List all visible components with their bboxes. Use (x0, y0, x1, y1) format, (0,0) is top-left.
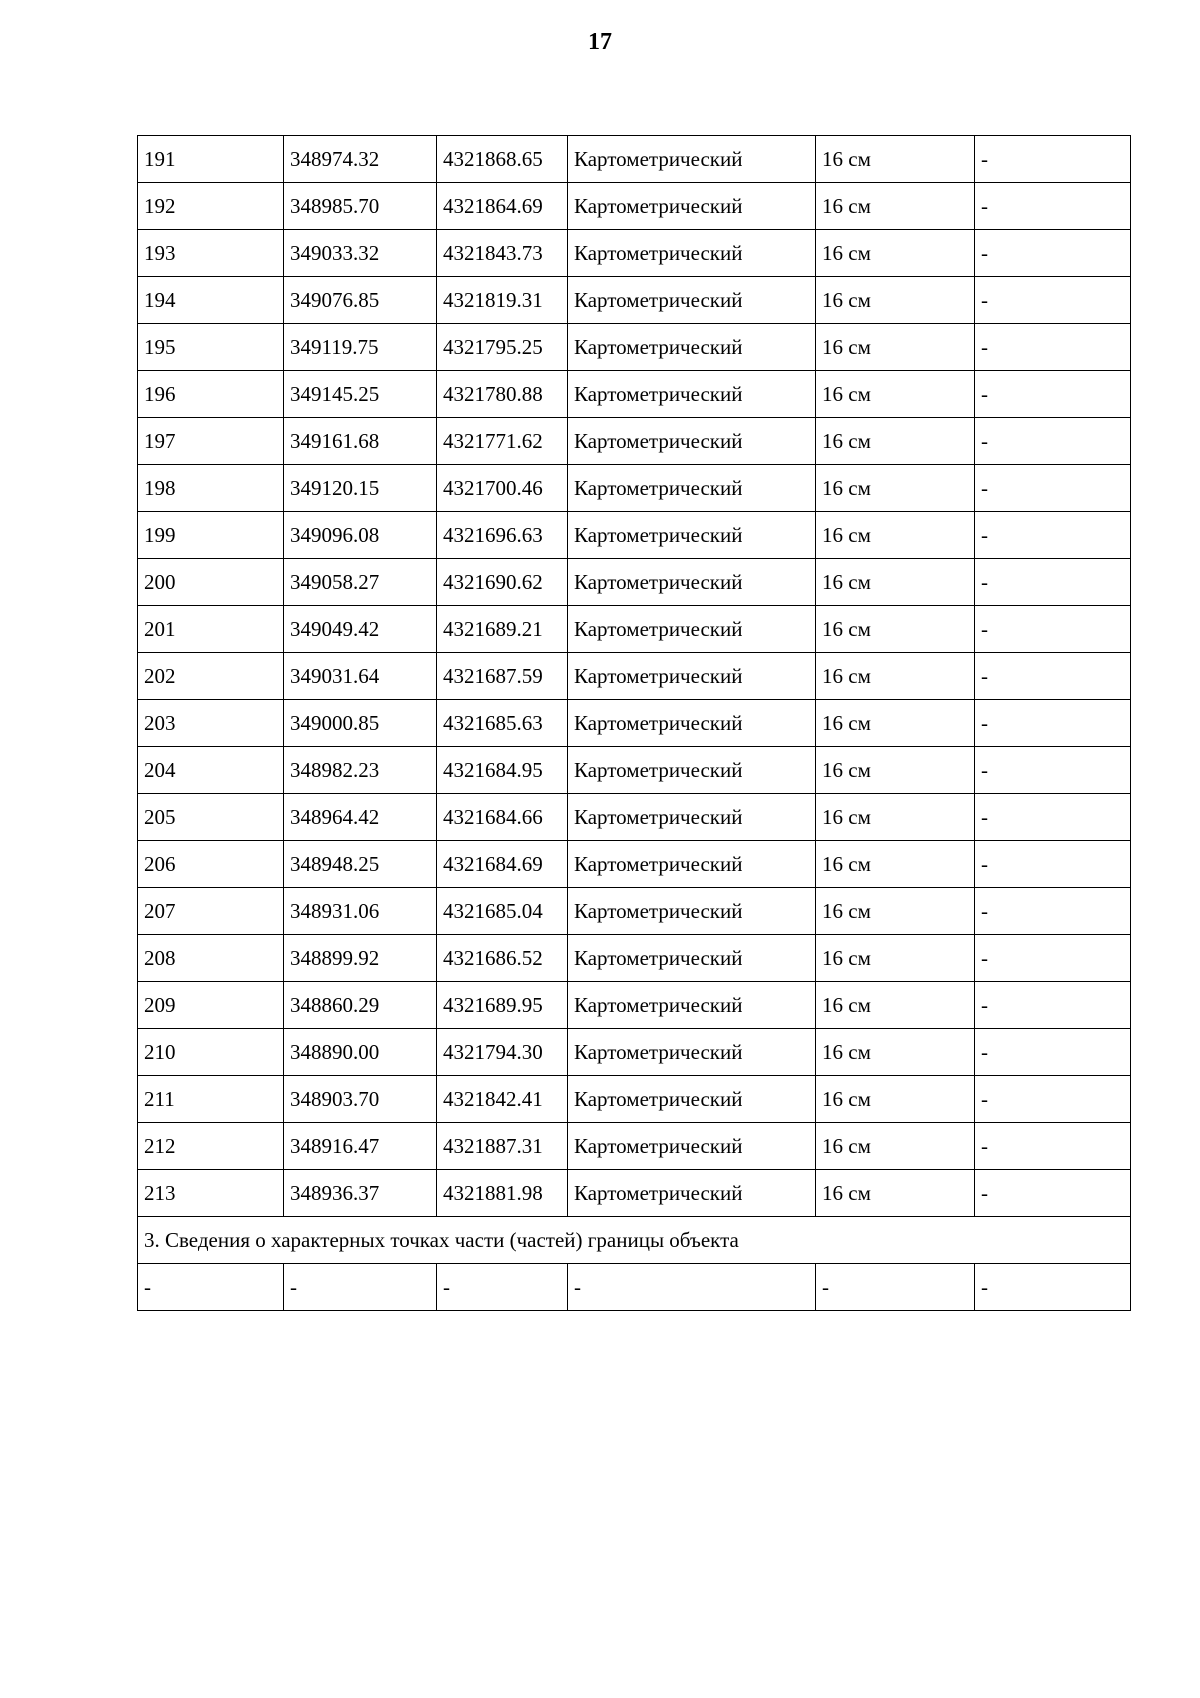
y-coordinate-cell: 4321685.63 (437, 700, 568, 747)
description-cell: - (975, 183, 1131, 230)
accuracy-cell: 16 см (816, 794, 975, 841)
point-number-cell: 209 (138, 982, 284, 1029)
accuracy-cell: 16 см (816, 935, 975, 982)
y-coordinate-cell: 4321868.65 (437, 136, 568, 183)
description-cell: - (975, 230, 1131, 277)
accuracy-cell: 16 см (816, 136, 975, 183)
table-row (138, 888, 1131, 935)
accuracy-cell: 16 см (816, 888, 975, 935)
description-cell: - (975, 1029, 1131, 1076)
point-number-cell: 213 (138, 1170, 284, 1217)
table-row (138, 1076, 1131, 1123)
description-cell: - (975, 794, 1131, 841)
y-coordinate-cell: 4321684.69 (437, 841, 568, 888)
empty-cell: - (138, 1264, 284, 1311)
point-number-cell: 211 (138, 1076, 284, 1123)
accuracy-cell: 16 см (816, 512, 975, 559)
y-coordinate-cell: 4321780.88 (437, 371, 568, 418)
y-coordinate-cell: 4321684.66 (437, 794, 568, 841)
table-row (138, 747, 1131, 794)
method-cell: Картометрический (568, 888, 816, 935)
x-coordinate-cell: 348964.42 (284, 794, 437, 841)
x-coordinate-cell: 349076.85 (284, 277, 437, 324)
accuracy-cell: 16 см (816, 324, 975, 371)
page-number: 17 (588, 29, 612, 55)
point-number-cell: 205 (138, 794, 284, 841)
y-coordinate-cell: 4321819.31 (437, 277, 568, 324)
x-coordinate-cell: 348916.47 (284, 1123, 437, 1170)
accuracy-cell: 16 см (816, 841, 975, 888)
empty-cell: - (437, 1264, 568, 1311)
table-row (138, 324, 1131, 371)
table-row (138, 183, 1131, 230)
table-row (138, 1123, 1131, 1170)
method-cell: Картометрический (568, 183, 816, 230)
accuracy-cell: 16 см (816, 183, 975, 230)
point-number-cell: 197 (138, 418, 284, 465)
method-cell: Картометрический (568, 465, 816, 512)
method-cell: Картометрический (568, 1170, 816, 1217)
x-coordinate-cell: 349033.32 (284, 230, 437, 277)
method-cell: Картометрический (568, 136, 816, 183)
method-cell: Картометрический (568, 606, 816, 653)
method-cell: Картометрический (568, 1123, 816, 1170)
x-coordinate-cell: 349161.68 (284, 418, 437, 465)
method-cell: Картометрический (568, 559, 816, 606)
accuracy-cell: 16 см (816, 982, 975, 1029)
x-coordinate-cell: 349145.25 (284, 371, 437, 418)
accuracy-cell: 16 см (816, 371, 975, 418)
point-number-cell: 199 (138, 512, 284, 559)
method-cell: Картометрический (568, 1029, 816, 1076)
table-row (138, 653, 1131, 700)
y-coordinate-cell: 4321685.04 (437, 888, 568, 935)
method-cell: Картометрический (568, 230, 816, 277)
point-number-cell: 201 (138, 606, 284, 653)
point-number-cell: 204 (138, 747, 284, 794)
description-cell: - (975, 1170, 1131, 1217)
x-coordinate-cell: 348985.70 (284, 183, 437, 230)
empty-cell: - (816, 1264, 975, 1311)
point-number-cell: 196 (138, 371, 284, 418)
point-number-cell: 208 (138, 935, 284, 982)
point-number-cell: 193 (138, 230, 284, 277)
point-number-cell: 194 (138, 277, 284, 324)
description-cell: - (975, 700, 1131, 747)
y-coordinate-cell: 4321843.73 (437, 230, 568, 277)
method-cell: Картометрический (568, 794, 816, 841)
method-cell: Картометрический (568, 700, 816, 747)
description-cell: - (975, 935, 1131, 982)
y-coordinate-cell: 4321689.21 (437, 606, 568, 653)
description-cell: - (975, 136, 1131, 183)
point-number-cell: 210 (138, 1029, 284, 1076)
y-coordinate-cell: 4321864.69 (437, 183, 568, 230)
y-coordinate-cell: 4321689.95 (437, 982, 568, 1029)
point-number-cell: 191 (138, 136, 284, 183)
accuracy-cell: 16 см (816, 277, 975, 324)
point-number-cell: 212 (138, 1123, 284, 1170)
table-row (138, 1170, 1131, 1217)
y-coordinate-cell: 4321686.52 (437, 935, 568, 982)
table-row (138, 1029, 1131, 1076)
section-title-row (138, 1217, 1131, 1264)
table-row (138, 465, 1131, 512)
description-cell: - (975, 371, 1131, 418)
method-cell: Картометрический (568, 982, 816, 1029)
table-row (138, 512, 1131, 559)
y-coordinate-cell: 4321794.30 (437, 1029, 568, 1076)
section-title: 3. Сведения о характерных точках части (частей) границы объекта (138, 1217, 1131, 1264)
table-row (138, 277, 1131, 324)
description-cell: - (975, 1076, 1131, 1123)
boundary-points-table (137, 135, 1131, 1311)
x-coordinate-cell: 349120.15 (284, 465, 437, 512)
point-number-cell: 195 (138, 324, 284, 371)
point-number-cell: 198 (138, 465, 284, 512)
point-number-cell: 207 (138, 888, 284, 935)
x-coordinate-cell: 349058.27 (284, 559, 437, 606)
x-coordinate-cell: 348982.23 (284, 747, 437, 794)
method-cell: Картометрический (568, 1076, 816, 1123)
accuracy-cell: 16 см (816, 1076, 975, 1123)
description-cell: - (975, 841, 1131, 888)
accuracy-cell: 16 см (816, 606, 975, 653)
table-row (138, 700, 1131, 747)
accuracy-cell: 16 см (816, 1029, 975, 1076)
table-row (138, 418, 1131, 465)
x-coordinate-cell: 348974.32 (284, 136, 437, 183)
empty-cell: - (568, 1264, 816, 1311)
y-coordinate-cell: 4321771.62 (437, 418, 568, 465)
method-cell: Картометрический (568, 371, 816, 418)
y-coordinate-cell: 4321842.41 (437, 1076, 568, 1123)
y-coordinate-cell: 4321684.95 (437, 747, 568, 794)
x-coordinate-cell: 348899.92 (284, 935, 437, 982)
accuracy-cell: 16 см (816, 700, 975, 747)
description-cell: - (975, 277, 1131, 324)
table-body (138, 136, 1131, 1311)
point-number-cell: 203 (138, 700, 284, 747)
empty-cell: - (975, 1264, 1131, 1311)
x-coordinate-cell: 348860.29 (284, 982, 437, 1029)
y-coordinate-cell: 4321795.25 (437, 324, 568, 371)
description-cell: - (975, 606, 1131, 653)
accuracy-cell: 16 см (816, 230, 975, 277)
accuracy-cell: 16 см (816, 1170, 975, 1217)
y-coordinate-cell: 4321687.59 (437, 653, 568, 700)
accuracy-cell: 16 см (816, 747, 975, 794)
accuracy-cell: 16 см (816, 1123, 975, 1170)
accuracy-cell: 16 см (816, 465, 975, 512)
table-row (138, 606, 1131, 653)
x-coordinate-cell: 348948.25 (284, 841, 437, 888)
accuracy-cell: 16 см (816, 418, 975, 465)
description-cell: - (975, 418, 1131, 465)
point-number-cell: 200 (138, 559, 284, 606)
empty-row (138, 1264, 1131, 1311)
method-cell: Картометрический (568, 324, 816, 371)
method-cell: Картометрический (568, 512, 816, 559)
x-coordinate-cell: 348903.70 (284, 1076, 437, 1123)
table-row (138, 371, 1131, 418)
empty-cell: - (284, 1264, 437, 1311)
x-coordinate-cell: 349049.42 (284, 606, 437, 653)
y-coordinate-cell: 4321696.63 (437, 512, 568, 559)
table-row (138, 559, 1131, 606)
method-cell: Картометрический (568, 841, 816, 888)
table-row (138, 136, 1131, 183)
description-cell: - (975, 324, 1131, 371)
method-cell: Картометрический (568, 747, 816, 794)
description-cell: - (975, 559, 1131, 606)
point-number-cell: 192 (138, 183, 284, 230)
accuracy-cell: 16 см (816, 653, 975, 700)
table-row (138, 982, 1131, 1029)
table-row (138, 794, 1131, 841)
description-cell: - (975, 1123, 1131, 1170)
method-cell: Картометрический (568, 935, 816, 982)
point-number-cell: 202 (138, 653, 284, 700)
table-row (138, 935, 1131, 982)
method-cell: Картометрический (568, 418, 816, 465)
y-coordinate-cell: 4321690.62 (437, 559, 568, 606)
x-coordinate-cell: 348931.06 (284, 888, 437, 935)
method-cell: Картометрический (568, 277, 816, 324)
x-coordinate-cell: 349119.75 (284, 324, 437, 371)
description-cell: - (975, 888, 1131, 935)
description-cell: - (975, 653, 1131, 700)
y-coordinate-cell: 4321881.98 (437, 1170, 568, 1217)
description-cell: - (975, 512, 1131, 559)
method-cell: Картометрический (568, 653, 816, 700)
x-coordinate-cell: 348936.37 (284, 1170, 437, 1217)
description-cell: - (975, 465, 1131, 512)
y-coordinate-cell: 4321700.46 (437, 465, 568, 512)
description-cell: - (975, 747, 1131, 794)
x-coordinate-cell: 349000.85 (284, 700, 437, 747)
table-row (138, 841, 1131, 888)
y-coordinate-cell: 4321887.31 (437, 1123, 568, 1170)
x-coordinate-cell: 349096.08 (284, 512, 437, 559)
point-number-cell: 206 (138, 841, 284, 888)
x-coordinate-cell: 348890.00 (284, 1029, 437, 1076)
description-cell: - (975, 982, 1131, 1029)
accuracy-cell: 16 см (816, 559, 975, 606)
table-row (138, 230, 1131, 277)
x-coordinate-cell: 349031.64 (284, 653, 437, 700)
